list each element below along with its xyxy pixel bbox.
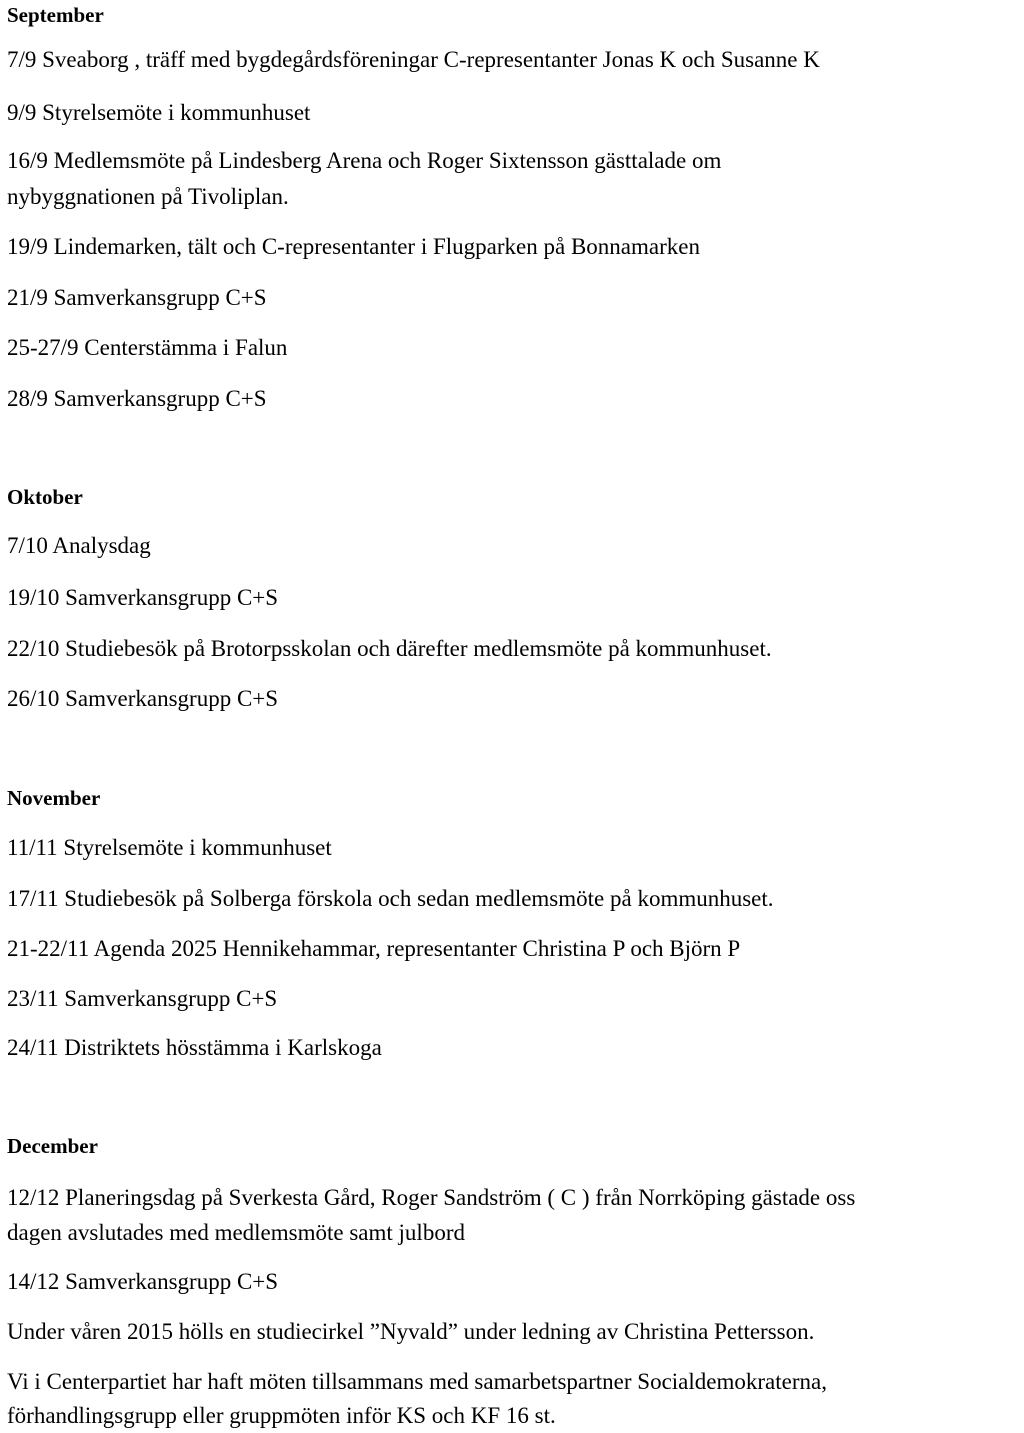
- text-line: 21-22/11 Agenda 2025 Hennikehammar, representanter Christina P och Björn P: [7, 936, 741, 961]
- text-line: 9/9 Styrelsemöte i kommunhuset: [7, 100, 311, 125]
- text-line: 7/9 Sveaborg , träff med bygdegårdsföreningar C-representanter Jonas K och Susanne K: [7, 47, 820, 72]
- text-line: 21/9 Samverkansgrupp C+S: [7, 285, 267, 310]
- text-line: 7/10 Analysdag: [7, 533, 151, 558]
- text-line: Vi i Centerpartiet har haft möten tillsammans med samarbetspartner Socialdemokraterna,: [7, 1369, 827, 1394]
- text-line: 12/12 Planeringsdag på Sverkesta Gård, Roger Sandström ( C ) från Norrköping gästade oss: [7, 1185, 856, 1210]
- text-line: nybyggnationen på Tivoliplan.: [7, 184, 289, 209]
- text-line: 28/9 Samverkansgrupp C+S: [7, 386, 267, 411]
- text-line: 19/9 Lindemarken, tält och C-representanter i Flugparken på Bonnamarken: [7, 234, 700, 259]
- section-heading-december: December: [7, 1134, 98, 1158]
- section-heading-september: September: [7, 3, 104, 27]
- text-line: 23/11 Samverkansgrupp C+S: [7, 986, 278, 1011]
- text-line: 24/11 Distriktets hösstämma i Karlskoga: [7, 1035, 382, 1060]
- text-line: 17/11 Studiebesök på Solberga förskola och sedan medlemsmöte på kommunhuset.: [7, 886, 774, 911]
- text-line: 22/10 Studiebesök på Brotorpsskolan och därefter medlemsmöte på kommunhuset.: [7, 636, 772, 661]
- text-line: Under våren 2015 hölls en studiecirkel ”Nyvald” under ledning av Christina Pettersson.: [7, 1319, 815, 1344]
- text-line: 26/10 Samverkansgrupp C+S: [7, 686, 279, 711]
- section-heading-oktober: Oktober: [7, 485, 83, 509]
- text-line: dagen avslutades med medlemsmöte samt julbord: [7, 1220, 465, 1245]
- text-line: 11/11 Styrelsemöte i kommunhuset: [7, 835, 332, 860]
- text-line: 14/12 Samverkansgrupp C+S: [7, 1269, 279, 1294]
- text-line: 19/10 Samverkansgrupp C+S: [7, 585, 279, 610]
- text-line: förhandlingsgrupp eller gruppmöten inför KS och KF 16 st.: [7, 1403, 556, 1428]
- text-line: 25-27/9 Centerstämma i Falun: [7, 335, 288, 360]
- text-line: 16/9 Medlemsmöte på Lindesberg Arena och Roger Sixtensson gästtalade om: [7, 148, 722, 173]
- section-heading-november: November: [7, 786, 101, 810]
